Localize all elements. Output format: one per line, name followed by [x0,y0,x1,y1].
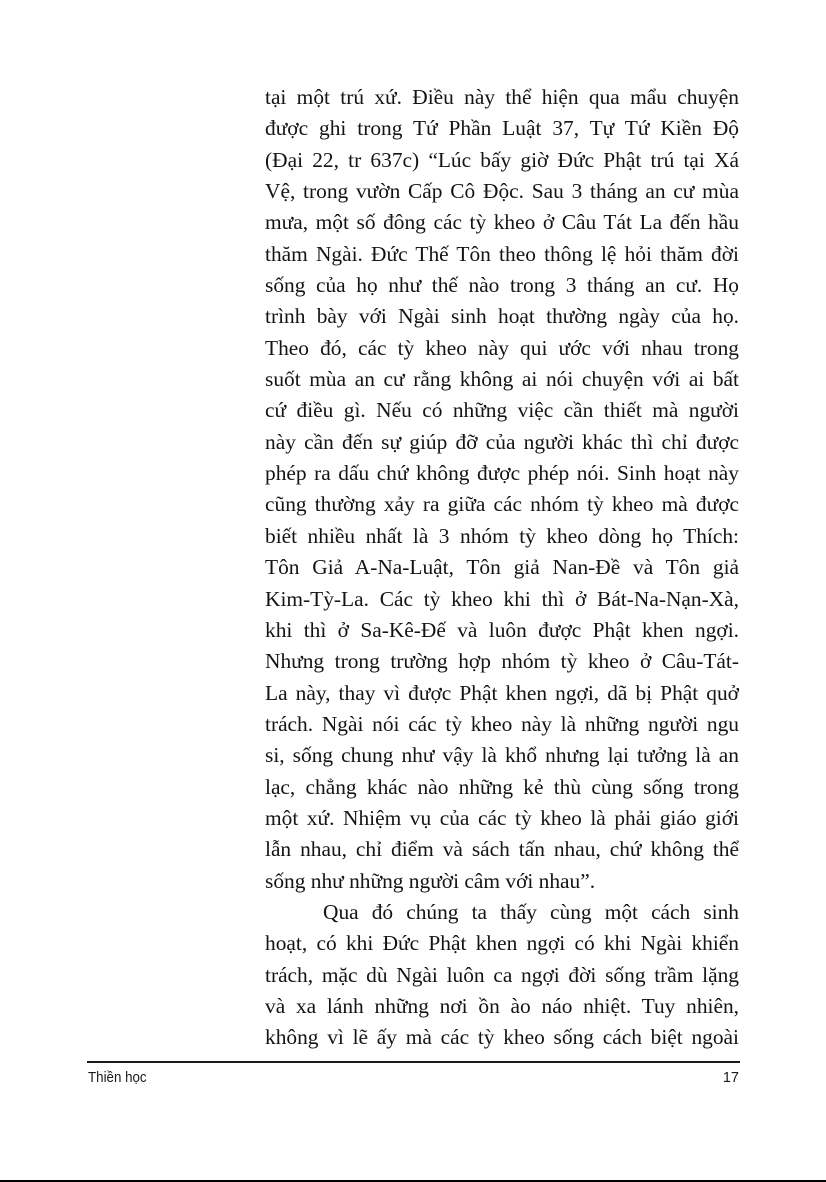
text-line: cứ điều gì. Nếu có những việc cần thiết mà người [265,398,739,423]
paragraph-2 [265,897,739,1054]
text-line: không vì lẽ ấy mà các tỳ kheo sống cách biệt ngoài [265,1025,739,1050]
text-line: trách. Ngài nói các tỳ kheo này là những người ngu [265,711,739,736]
text-line: và xa lánh những nơi ồn ào náo nhiệt. Tuy nhiên, [265,993,739,1018]
text-line: sống như những người câm với nhau”. [265,868,596,893]
text-line: cũng thường xảy ra giữa các nhóm tỳ kheo mà được [265,492,739,517]
text-line: trình bày với Ngài sinh hoạt thường ngày của họ. [265,304,739,329]
text-line: khi thì ở Sa-Kê-Đế và luôn được Phật khen ngợi. [265,617,739,642]
text-line: tại một trú xứ. Điều này thể hiện qua mẩu chuyện [265,85,739,109]
text-line: Vệ, trong vườn Cấp Cô Độc. Sau 3 tháng an cư mùa [265,179,739,204]
text-line: thăm Ngài. Đức Thế Tôn theo thông lệ hỏi thăm đời [265,241,739,266]
text-line: hoạt, có khi Đức Phật khen ngợi có khi Ngài khiển [265,931,739,956]
footer-divider [87,1061,740,1063]
text-line: Nhưng trong trường hợp nhóm tỳ kheo ở Câu-Tát- [265,649,739,674]
text-line: La này, thay vì được Phật khen ngợi, dã bị Phật quở [265,680,739,705]
text-line: si, sống chung như vậy là khổ nhưng lại tưởng là an [265,743,739,768]
text-line: này cần đến sự giúp đỡ của người khác thì chỉ được [265,429,739,454]
text-line: lạc, chẳng khác nào những kẻ thù cùng sống trong [265,774,739,799]
text-line: lẫn nhau, chỉ điểm và sách tấn nhau, chứ không thể [265,837,739,862]
text-line: suốt mùa an cư rằng không ai nói chuyện với ai bất [265,367,739,392]
text-line: sống của họ như thế nào trong 3 tháng an cư. Họ [265,273,739,298]
text-line: một xứ. Nhiệm vụ của các tỳ kheo là phải giáo giới [265,805,739,830]
text-line: Qua đó chúng ta thấy cùng một cách sinh [323,899,739,924]
paragraph-1 [265,82,739,897]
body-text [265,82,739,1054]
text-line: mưa, một số đông các tỳ kheo ở Câu Tát La đến hầu [265,210,739,235]
footer-title: Thiền học [88,1070,147,1086]
text-line: (Đại 22, tr 637c) “Lúc bấy giờ Đức Phật trú tại Xá [265,147,739,172]
text-line: phép ra dấu chứ không được phép nói. Sinh hoạt này [265,461,739,486]
text-line: được ghi trong Tứ Phần Luật 37, Tự Tứ Kiền Độ [265,116,739,141]
text-line: trách, mặc dù Ngài luôn ca ngợi đời sống trầm lặng [265,962,739,987]
text-line: Tôn Giả A-Na-Luật, Tôn giả Nan-Đề và Tôn giả [265,555,739,580]
text-line: Kim-Tỳ-La. Các tỳ kheo khi thì ở Bát-Na-Nạn-Xà, [265,586,739,611]
page-number: 17 [722,1070,739,1086]
text-line: Theo đó, các tỳ kheo này qui ước với nhau trong [265,335,739,360]
text-line: biết nhiều nhất là 3 nhóm tỳ kheo dòng họ Thích: [265,523,739,548]
